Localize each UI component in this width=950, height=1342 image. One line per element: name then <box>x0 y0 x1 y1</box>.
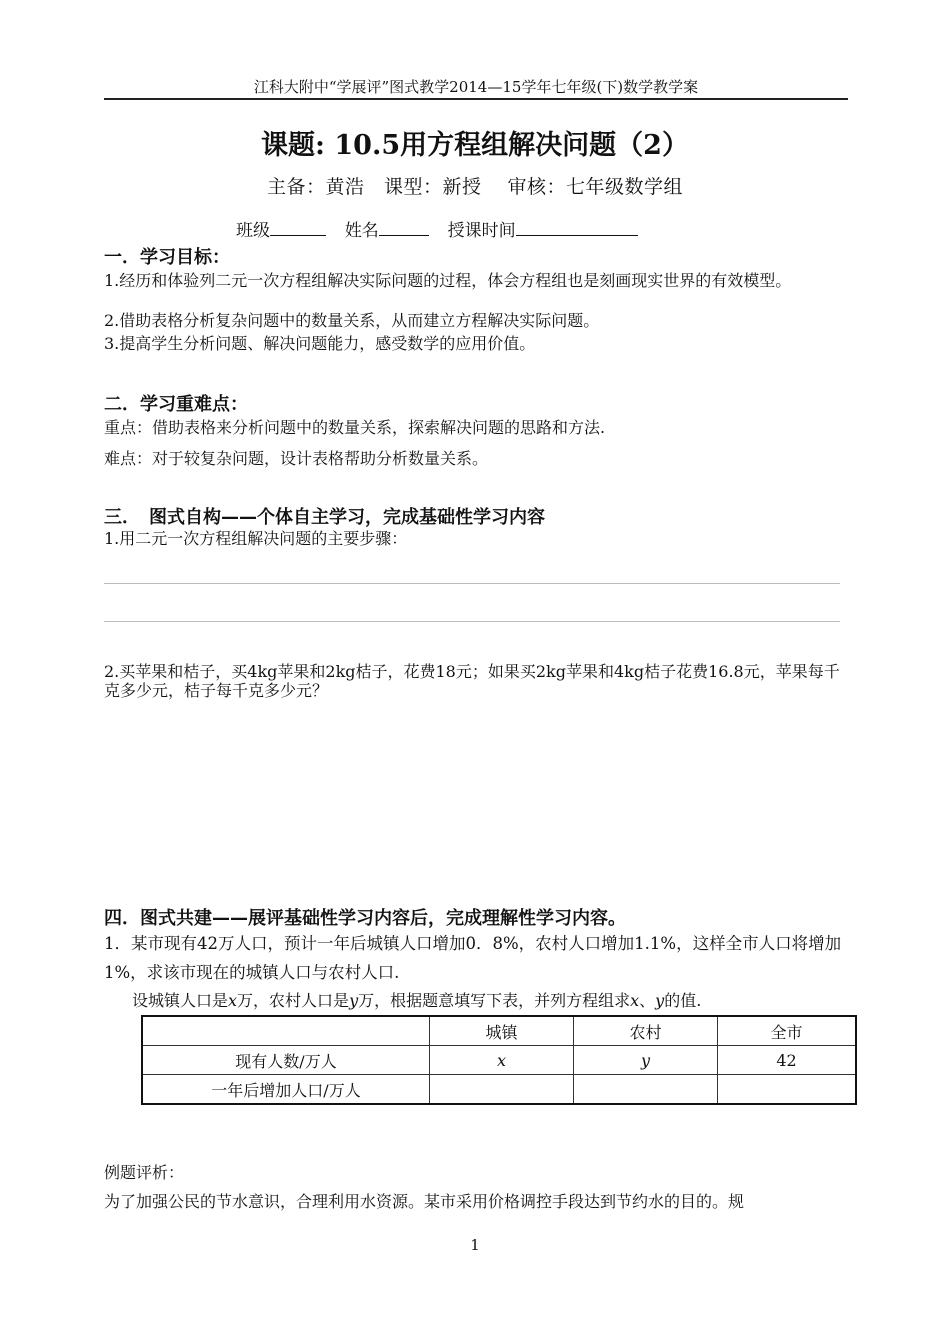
key-point: 重点：借助表格来分析问题中的数量关系，探索解决问题的思路和方法. <box>104 418 606 437</box>
table-header-cell <box>142 1016 430 1046</box>
table-cell-blank[interactable] <box>718 1075 857 1105</box>
setup-text-a: 设城镇人口是 <box>132 991 229 1010</box>
table-cell-blank[interactable] <box>430 1075 574 1105</box>
setup-text-d: 的值. <box>664 991 702 1010</box>
student-info-line <box>236 216 638 241</box>
time-label: 授课时间 <box>447 221 516 241</box>
population-question: 1．某市现有42万人口，预计一年后城镇人口增加0．8%，农村人口增加1.1%，这样全市人口将增加1%，求该市现在的城镇人口与农村人口. <box>104 934 842 982</box>
section-3-heading: 三． 图式自构——个体自主学习，完成基础性学习内容 <box>104 507 545 528</box>
table-header-row <box>142 1016 856 1046</box>
class-blank[interactable] <box>270 221 326 236</box>
objective-3: 3.提高学生分析问题、解决问题能力，感受数学的应用价值。 <box>104 334 536 353</box>
example-text: 为了加强公民的节水意识，合理利用水资源。某市采用价格调控手段达到节约水的目的。规 <box>104 1192 745 1211</box>
apple-orange-question: 2.买苹果和桔子，买4kg苹果和2kg桔子，花费18元；如果买2kg苹果和4kg桔子花费16.8元，苹果每千克多少元，桔子每千克多少元？ <box>104 662 840 700</box>
table-cell-blank[interactable] <box>574 1075 718 1105</box>
section-4-heading: 四．图式共建——展评基础性学习内容后，完成理解性学习内容。 <box>104 908 626 929</box>
var-y: y <box>349 991 359 1010</box>
answer-line-1[interactable] <box>104 583 840 584</box>
answer-line-2[interactable] <box>104 621 840 622</box>
var-x: x <box>228 991 238 1010</box>
page-number: 1 <box>470 1236 480 1254</box>
lesson-title: 课题: 10.5用方程组解决问题（2） <box>261 130 689 161</box>
var-x-2: x <box>630 991 640 1010</box>
table-cell: 现有人数/万人 <box>142 1046 430 1075</box>
var-y-2: y <box>655 991 665 1010</box>
objective-2: 2.借助表格分析复杂问题中的数量关系，从而建立方程解决实际问题。 <box>104 311 600 330</box>
table-header-cell: 全市 <box>718 1016 857 1046</box>
name-label: 姓名 <box>344 221 379 241</box>
page-header: 江科大附中“学展评”图式教学2014—15学年七年级(下)数学教学案 <box>253 78 699 96</box>
table-header-cell: 城镇 <box>430 1016 574 1046</box>
population-setup <box>132 991 852 1010</box>
steps-question: 1.用二元一次方程组解决问题的主要步骤： <box>104 529 408 548</box>
setup-text-b: 万，农村人口是 <box>237 991 350 1010</box>
difficult-point: 难点：对于较复杂问题，设计表格帮助分析数量关系。 <box>104 449 489 468</box>
example-label: 例题评析： <box>104 1163 185 1182</box>
setup-sep: 、 <box>639 991 656 1010</box>
table-cell: x <box>430 1046 574 1075</box>
objective-1: 1.经历和体验列二元一次方程组解决实际问题的过程，体会方程组也是刻画现实世界的有效模型。 <box>104 271 792 290</box>
section-2-heading: 二．学习重难点： <box>104 394 248 415</box>
table-cell: 42 <box>718 1046 857 1075</box>
table-cell: y <box>574 1046 718 1075</box>
population-table <box>141 1015 857 1105</box>
table-header-cell: 农村 <box>574 1016 718 1046</box>
lesson-meta: 主备：黄浩 课型：新授 审核：七年级数学组 <box>266 176 684 198</box>
section-1-heading: 一．学习目标： <box>104 247 230 268</box>
table-cell: 一年后增加人口/万人 <box>142 1075 430 1105</box>
class-label: 班级 <box>236 221 270 241</box>
header-divider <box>104 98 848 100</box>
name-blank[interactable] <box>379 221 429 236</box>
setup-text-c: 万，根据题意填写下表，并列方程组求 <box>358 991 631 1010</box>
table-row <box>142 1046 856 1075</box>
time-blank[interactable] <box>516 221 638 236</box>
table-row <box>142 1075 856 1105</box>
